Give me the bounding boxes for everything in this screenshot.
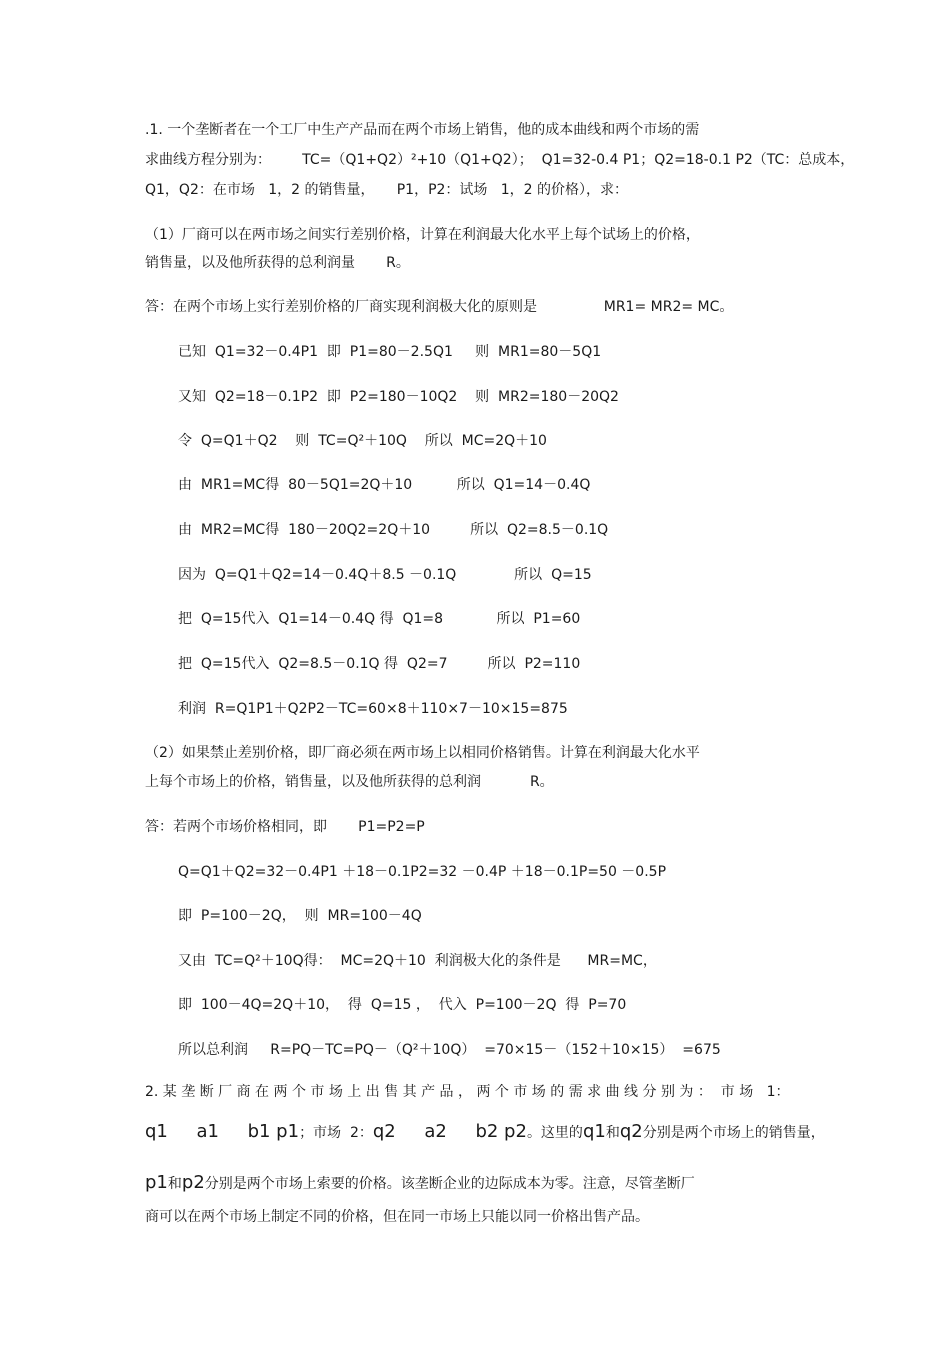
- answer1-step: 令 Q=Q1＋Q2 则 TC=Q²＋10Q 所以 MC=2Q＋10: [178, 433, 547, 449]
- symbol-p2: p2: [181, 1172, 205, 1193]
- q1-part1-line-1: （1）厂商可以在两市场之间实行差别价格，计算在利润最大化水平上每个试场上的价格，: [145, 227, 700, 243]
- answer2-step: 即 100－4Q=2Q＋10， 得 Q=15 ， 代入 P=100－2Q 得 P=70: [178, 997, 627, 1013]
- demand-equation-market-2: q2 a2 b2 p2: [372, 1121, 527, 1142]
- answer2-step: 所以总利润 R=PQ－TC=PQ－（Q²＋10Q） =70×15－（152＋10×15） =675: [178, 1042, 721, 1058]
- answer1-step: 已知 Q1=32－0.4P1 即 P1=80－2.5Q1 则 MR1=80－5Q1: [178, 344, 602, 360]
- symbol-p1: p1: [145, 1172, 168, 1193]
- q1-part1-line-2: 销售量，以及他所获得的总利润量 R。: [145, 255, 410, 271]
- text-fragment: 分别是两个市场上的销售量，: [642, 1125, 825, 1141]
- answer2-step: 即 P=100－2Q， 则 MR=100－4Q: [178, 908, 422, 924]
- q1-stem-line-1: .1. 一个垄断者在一个工厂中生产产品而在两个市场上销售，他的成本曲线和两个市场的需: [145, 122, 700, 138]
- q2-stem-line-3: [145, 1174, 695, 1193]
- text-fragment: 。这里的: [526, 1125, 583, 1141]
- answer2-step: Q=Q1＋Q2=32－0.4P1 ＋18－0.1P2=32 －0.4P ＋18－0.1P=50 －0.5P: [178, 864, 667, 880]
- demand-equation-market-1: q1 a1 b1 p1: [145, 1121, 300, 1142]
- symbol-q1: q1: [582, 1121, 606, 1142]
- q1-stem-line-3: Q1，Q2：在市场 1，2 的销售量， P1，P2：试场 1，2 的价格），求：: [145, 182, 629, 198]
- answer2-step: 又由 TC=Q²＋10Q得： MC=2Q＋10 利润极大化的条件是 MR=MC，: [178, 953, 657, 969]
- q2-stem-line-1: 2. 某 垄 断 厂 商 在 两 个 市 场 上 出 售 其 产 品 ， 两 个 市 场 的 需 求 曲 线 分 别 为 ： 市 场 1：: [145, 1084, 790, 1100]
- q2-stem-line-2: [145, 1123, 825, 1142]
- symbol-q2: q2: [619, 1121, 643, 1142]
- answer1-step: 由 MR2=MC得 180－20Q2=2Q＋10 所以 Q2=8.5－0.1Q: [178, 522, 609, 538]
- answer1-step: 把 Q=15代入 Q1=14－0.4Q 得 Q1=8 所以 P1=60: [178, 611, 581, 627]
- q1-part2-line-1: （2）如果禁止差别价格，即厂商必须在两市场上以相同价格销售。计算在利润最大化水平: [145, 745, 700, 761]
- q1-stem-line-2: 求曲线方程分别为： TC=（Q1+Q2）²+10（Q1+Q2）； Q1=32-0.4 P1；Q2=18-0.1 P2（TC：总成本，: [145, 152, 855, 168]
- answer1-step: 又知 Q2=18－0.1P2 即 P2=180－10Q2 则 MR2=180－20Q2: [178, 389, 619, 405]
- text-fragment: 和: [167, 1176, 182, 1192]
- q2-stem-line-4: 商可以在两个市场上制定不同的价格，但在同一市场上只能以同一价格出售产品。: [145, 1209, 649, 1225]
- answer1-step: 利润 R=Q1P1＋Q2P2－TC=60×8＋110×7－10×15=875: [178, 701, 568, 717]
- q1-part2-line-2: 上每个市场上的价格，销售量，以及他所获得的总利润 R。: [145, 774, 554, 790]
- q1-answer1-intro: 答：在两个市场上实行差别价格的厂商实现利润极大化的原则是 MR1= MR2= MC。: [145, 299, 734, 315]
- answer1-step: 由 MR1=MC得 80－5Q1=2Q＋10 所以 Q1=14－0.4Q: [178, 477, 591, 493]
- answer1-step: 因为 Q=Q1＋Q2=14－0.4Q＋8.5 －0.1Q 所以 Q=15: [178, 567, 592, 583]
- text-fragment: 和: [605, 1125, 620, 1141]
- text-fragment: ；市场 2：: [299, 1125, 373, 1141]
- text-fragment: 分别是两个市场上索要的价格。该垄断企业的边际成本为零。注意，尽管垄断厂: [204, 1176, 695, 1192]
- answer1-step: 把 Q=15代入 Q2=8.5－0.1Q 得 Q2=7 所以 P2=110: [178, 656, 581, 672]
- q1-answer2-intro: 答：若两个市场价格相同，即 P1=P2=P: [145, 819, 425, 835]
